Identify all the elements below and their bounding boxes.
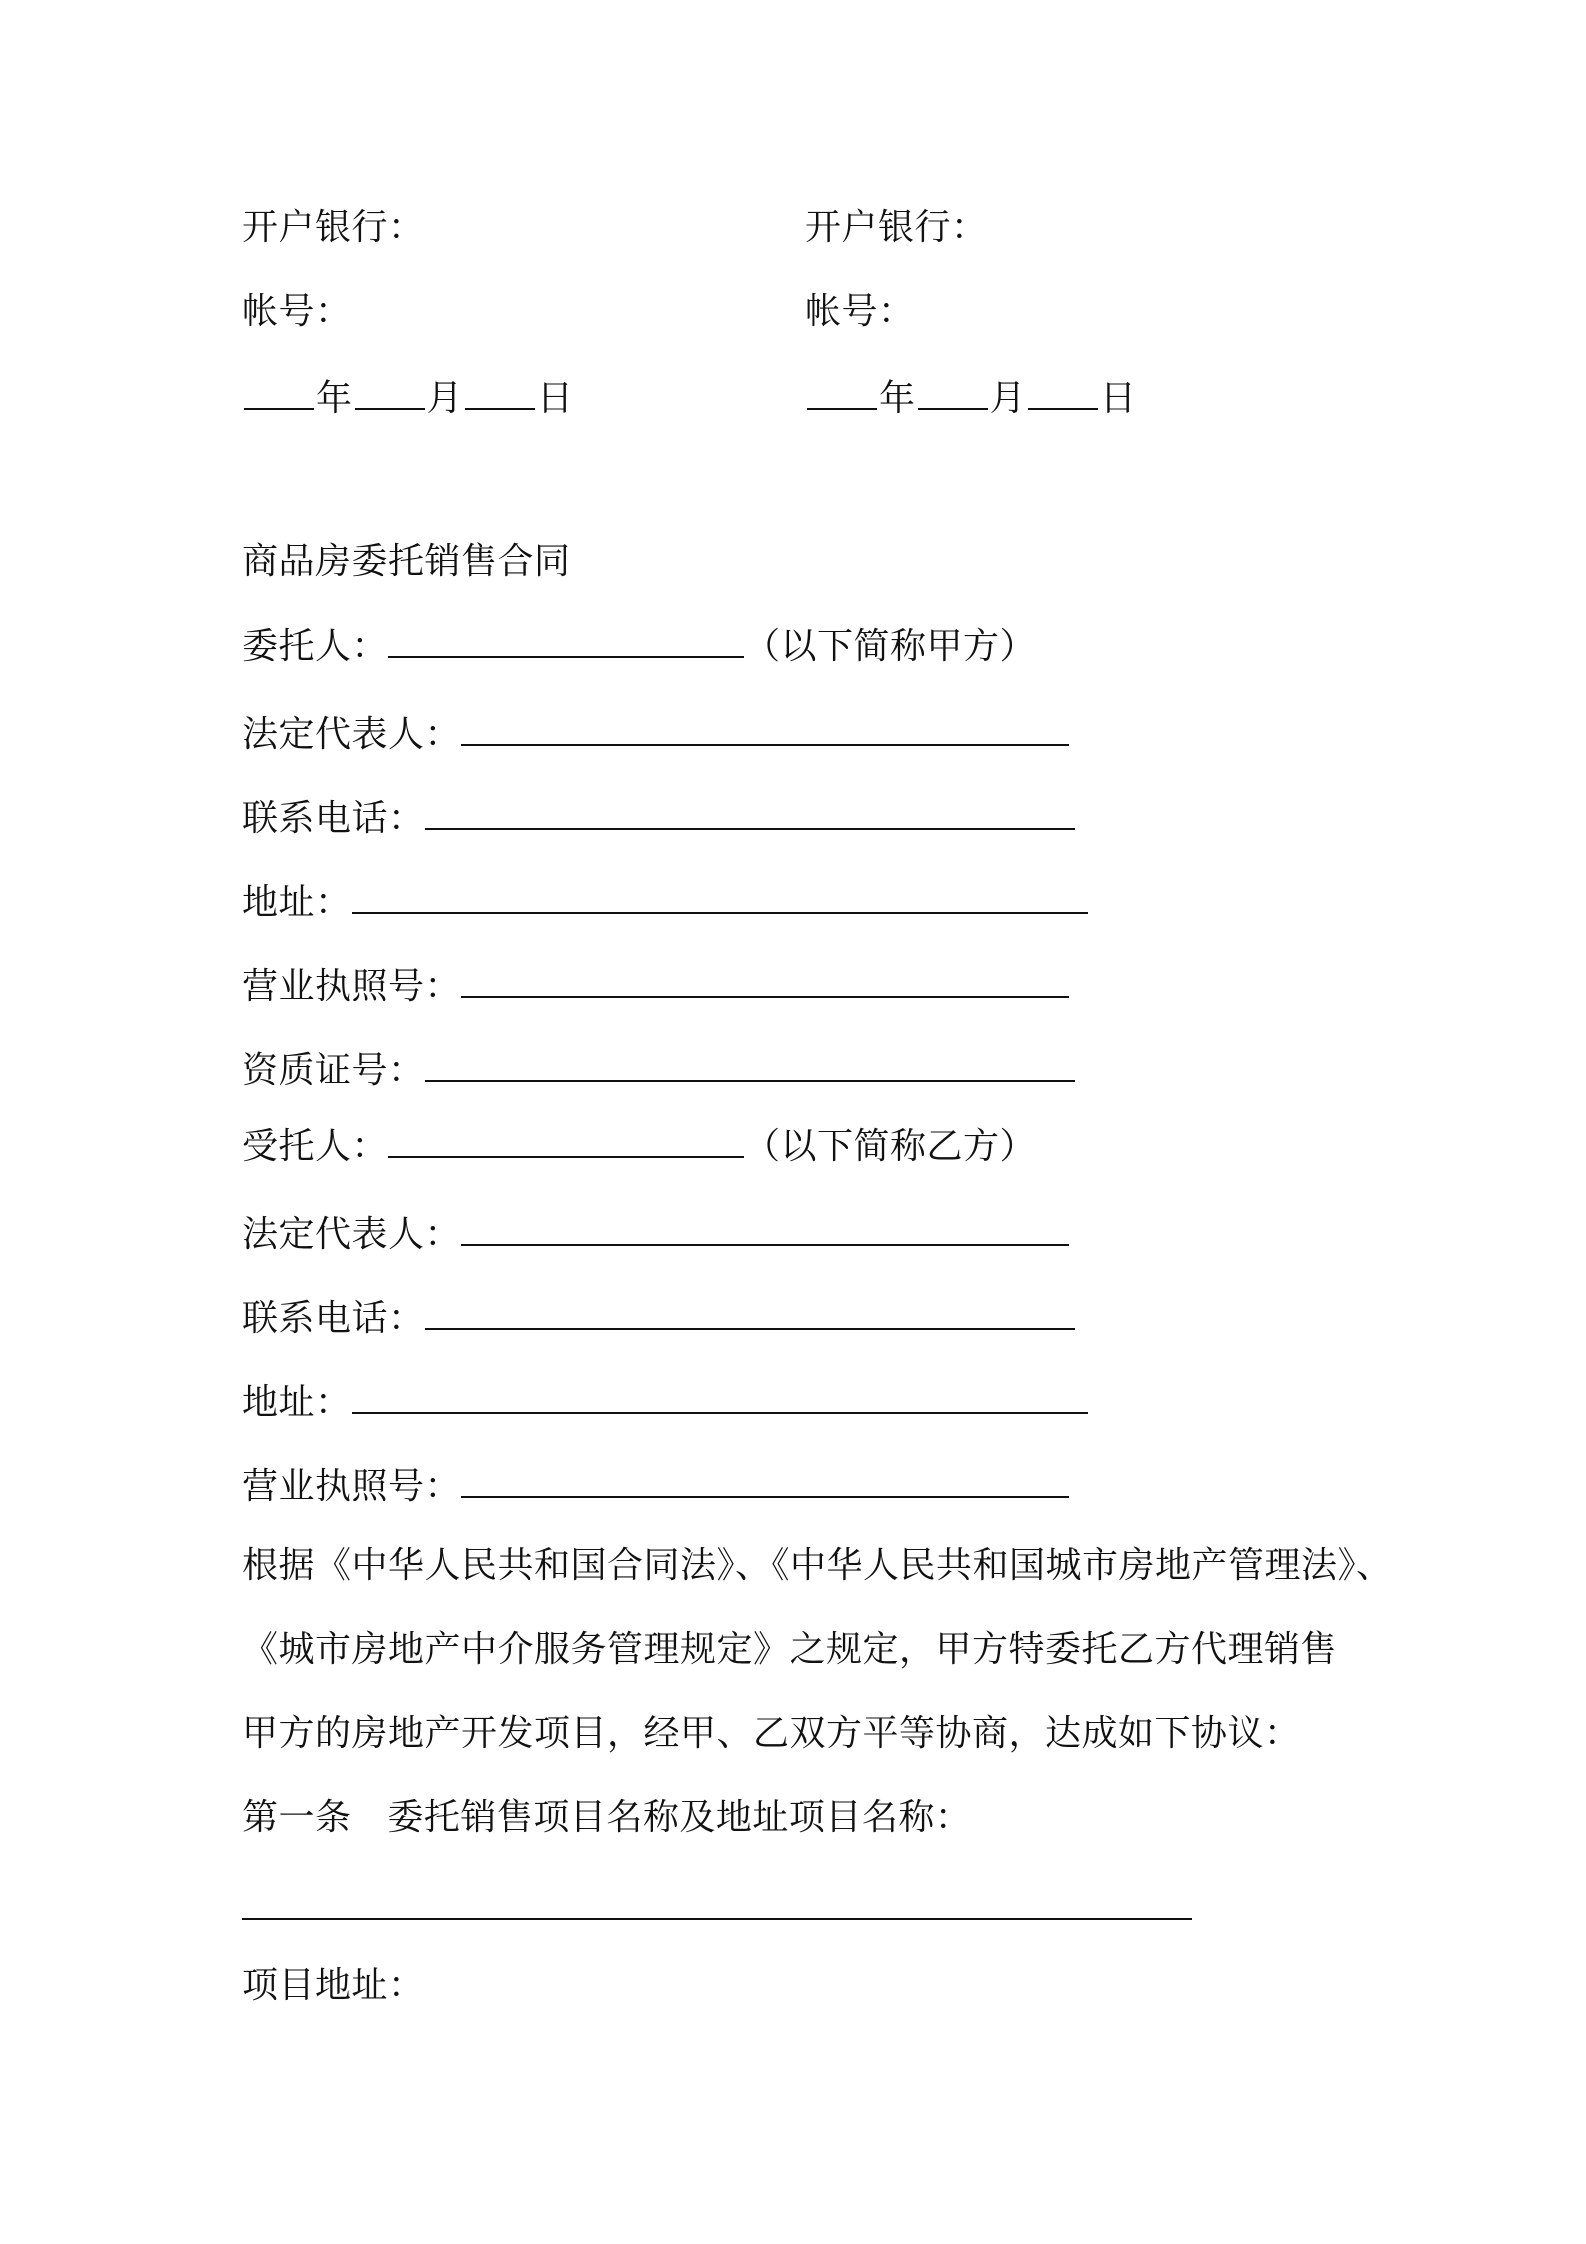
legal-rep-label: 法定代表人： (242, 714, 462, 755)
legal-rep-label: 法定代表人： (242, 1214, 462, 1255)
preamble-line-2: 《城市房地产中介服务管理规定》之规定，甲方特委托乙方代理销售 (242, 1629, 1338, 1670)
party-a-blank (388, 624, 744, 658)
day-label: 日 (1100, 378, 1137, 419)
phone-label: 联系电话： (242, 798, 425, 839)
party-a-phone-row (242, 796, 1075, 841)
party-a-row (242, 624, 1036, 669)
year-blank (807, 374, 877, 410)
qualification-blank (425, 1048, 1075, 1082)
party-b-legal-rep-row (242, 1212, 1069, 1257)
day-blank (1028, 374, 1098, 410)
qualification-label: 资质证号： (242, 1050, 425, 1091)
party-a-legal-rep-row (242, 712, 1069, 757)
party-a-label: 委托人： (242, 626, 389, 667)
address-label: 地址： (242, 882, 352, 923)
license-blank (461, 964, 1069, 998)
project-name-blank (242, 1918, 1192, 1920)
preamble-line-1: 根据《中华人民共和国合同法》、《中华人民共和国城市房地产管理法》、 (242, 1545, 1393, 1586)
date-left (242, 374, 574, 421)
license-label: 营业执照号： (242, 966, 462, 1007)
bank-label-left: 开户银行： (242, 207, 425, 248)
phone-blank (425, 1296, 1075, 1330)
year-label: 年 (316, 378, 353, 419)
day-blank (465, 374, 535, 410)
party-b-blank (388, 1124, 744, 1158)
month-blank (355, 374, 425, 410)
party-b-suffix: （以下简称乙方） (744, 1126, 1037, 1167)
legal-rep-blank (461, 1212, 1069, 1246)
party-b-label: 受托人： (242, 1126, 389, 1167)
phone-label: 联系电话： (242, 1298, 425, 1339)
address-blank (352, 880, 1088, 914)
month-label: 月 (989, 378, 1027, 419)
party-b-phone-row (242, 1296, 1075, 1341)
bank-label-right: 开户银行： (805, 207, 988, 248)
account-label-right: 帐号： (805, 291, 915, 332)
party-a-suffix: （以下简称甲方） (744, 626, 1037, 667)
preamble-line-3: 甲方的房地产开发项目，经甲、乙双方平等协商，达成如下协议： (242, 1713, 1301, 1754)
license-label: 营业执照号： (242, 1466, 462, 1507)
account-label-left: 帐号： (242, 291, 352, 332)
party-a-qualification-row (242, 1048, 1075, 1093)
legal-rep-blank (461, 712, 1069, 746)
license-blank (461, 1464, 1069, 1498)
address-label: 地址： (242, 1382, 352, 1423)
article-1-heading: 委托销售项目名称及地址项目名称： (387, 1797, 972, 1838)
day-label: 日 (537, 378, 574, 419)
party-a-address-row (242, 880, 1088, 925)
project-address-label: 项目地址： (242, 1965, 425, 2006)
year-blank (244, 374, 314, 410)
article-1-number: 第一条 (242, 1797, 352, 1838)
article-1-row (242, 1796, 971, 1840)
party-b-row (242, 1124, 1036, 1169)
year-label: 年 (879, 378, 916, 419)
party-a-license-row (242, 964, 1069, 1009)
month-label: 月 (426, 378, 464, 419)
address-blank (352, 1380, 1088, 1414)
contract-title: 商品房委托销售合同 (242, 541, 571, 582)
party-b-license-row (242, 1464, 1069, 1509)
date-right (805, 374, 1137, 421)
phone-blank (425, 796, 1075, 830)
party-b-address-row (242, 1380, 1088, 1425)
month-blank (918, 374, 988, 410)
